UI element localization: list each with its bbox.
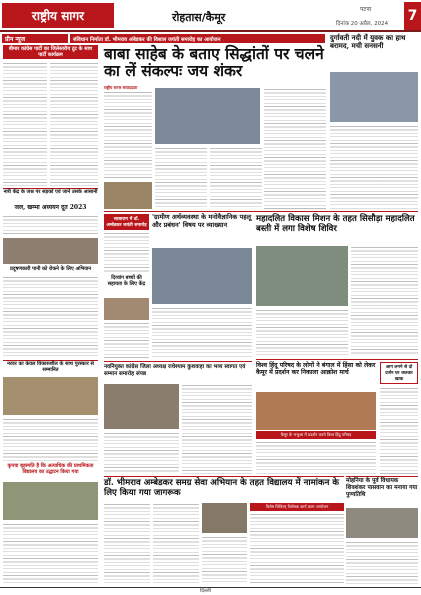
footer-text: दिल्ली bbox=[200, 588, 211, 594]
left-headline-4: प्रदूषणकारी पानी को रोकने के लिए अभियान bbox=[9, 266, 92, 272]
top-banner: संविधान निर्माता डॉ. भीमराव अंबेडकर की विशाल जयंती समारोह का आयोजन bbox=[70, 34, 325, 43]
bottom-box-head: विशेष शिविरम् विशेषक कार्य काम आयोजन bbox=[250, 503, 344, 511]
mini-headline: दिव्यांग बच्चों की सहायता के लिए केंद्र bbox=[107, 275, 146, 287]
left-text-1 bbox=[3, 62, 47, 186]
mahadalit-headline: महादलित विकास मिशन के तहत सिसौड़ा महादलित बस्ती में लगा विशेष शिविर bbox=[256, 214, 415, 235]
fire-box-head: आग लगने से दो दर्जन घर जलकर खाक bbox=[380, 362, 418, 384]
vhp-headline: विश्व हिंदू परिषद के लोगों ने बंगाल में हिंसा को लेकर कैमूर में प्रदर्शन कर निकाला आक्रोश मार्च bbox=[256, 362, 376, 377]
congress-headline: नवनियुक्त कांग्रेस जिला अध्यक्ष राधेश्याम कुशवाहा का भव्य स्वागत एवं सम्मान समारोह संपन्न bbox=[104, 364, 246, 377]
lead-photo-small bbox=[104, 182, 152, 209]
seminar-photo bbox=[152, 248, 252, 304]
left-headline-5: नरवर का केवल विकासशील के साथ पुरस्कार से सम्मानित bbox=[7, 361, 94, 373]
congress-text-2 bbox=[104, 432, 179, 474]
right-top-text bbox=[330, 125, 418, 209]
left-text-5 bbox=[3, 418, 98, 462]
side-bottom-text bbox=[346, 541, 418, 585]
bottom-text-1 bbox=[104, 503, 150, 585]
date-label: दिनांक 20 अप्रैल, 2024 bbox=[336, 21, 389, 27]
district-title: रोहतास/कैमूर bbox=[172, 11, 226, 24]
mini-photo bbox=[104, 298, 149, 320]
fire-text bbox=[380, 387, 418, 474]
side-bottom-photo bbox=[346, 508, 418, 538]
right-top-headline: दुर्गावती नदी में युवक का हाथ बरामद, मची सनसनी bbox=[330, 33, 406, 51]
left-text-6 bbox=[3, 523, 98, 585]
vhp-photo bbox=[256, 392, 376, 430]
bottom-text-2 bbox=[153, 503, 199, 585]
left-text-3 bbox=[3, 215, 98, 235]
vhp-caption: कैमूर के भभुआ में प्रदर्शन करते विश्व हिंदू परिषद bbox=[256, 431, 376, 439]
vhp-divider bbox=[256, 359, 418, 360]
left-headline-3: जल, खम्भा अध्ययन दूत 2023 bbox=[14, 204, 87, 211]
newspaper-brand: राष्ट्रीय सागर bbox=[2, 3, 114, 28]
lead-text-1 bbox=[104, 91, 152, 179]
lead-text-4 bbox=[264, 88, 326, 209]
left-photo-2 bbox=[3, 377, 98, 415]
lead-photo bbox=[155, 88, 260, 144]
left-text-2 bbox=[50, 62, 98, 186]
bottom-photo bbox=[202, 503, 247, 533]
page-number: 7 bbox=[404, 2, 421, 30]
seminar-text bbox=[152, 307, 252, 359]
mahadalit-text-2 bbox=[256, 309, 348, 356]
mid-divider bbox=[104, 211, 418, 212]
lead-headline: बाबा साहेब के बताए सिद्धांतों पर चलने का लें संकल्पः जय शंकर bbox=[104, 44, 324, 81]
lead-byline: राष्ट्रीय सागर संवाददाता bbox=[104, 85, 138, 90]
vhp-text bbox=[256, 441, 376, 474]
congress-text-1 bbox=[182, 384, 252, 474]
congress-photo bbox=[104, 384, 179, 429]
side-divider bbox=[346, 476, 418, 477]
mini-text bbox=[104, 322, 149, 359]
mahadalit-photo bbox=[256, 246, 348, 306]
bottom-headline: डॉ. भीमराव अम्बेडकर समग्र सेवा अभियान के तहत विद्यालय में नामांकन के लिए किया गया जागरूक bbox=[104, 478, 339, 499]
left-headline-1: बीमार कांग्रेस पार्टी का जिलेस्तरीय टूट के साथ पार्टी कार्यक्रम bbox=[3, 45, 98, 59]
bottom-text-3 bbox=[202, 536, 247, 585]
right-top-photo bbox=[330, 72, 418, 122]
left-headline-2: नारी केंद्र के जश्न पर सड़कों एवं जानें उसके आसानी bbox=[3, 189, 98, 195]
jayanti-box-text bbox=[104, 232, 149, 272]
lead-text-2 bbox=[155, 147, 207, 209]
jayanti-box-head: सासाराम में डॉ. अम्बेडकर जयंती समारोह bbox=[104, 214, 149, 230]
bottom-box-text bbox=[250, 513, 344, 585]
left-text-4 bbox=[3, 276, 98, 358]
left-photo-3 bbox=[3, 482, 98, 520]
mahadalit-text-1 bbox=[351, 246, 418, 356]
left-photo-1 bbox=[3, 238, 98, 264]
side-bottom-headline: मोहनिया के पूर्व विधायक शिवशंकर पासवान का मनाया गया पुण्यतिथि bbox=[346, 478, 418, 498]
left-headline-6: कृपया बृहस्पति है कि अत्याधिक की प्राथमिकता विद्यालय का उद्घाटन किया गया bbox=[7, 463, 94, 475]
section-tag: प्रीन न्यूज bbox=[2, 34, 68, 43]
seminar-headline: 'ग्रामीण अर्थव्यवस्था के मनोवैज्ञानिक पहलू और प्रबंधन' विषय पर व्याख्यान bbox=[152, 213, 252, 229]
mid-divider-2 bbox=[104, 361, 252, 362]
bottom-divider bbox=[104, 476, 344, 477]
edition-label: पटना bbox=[360, 6, 372, 13]
lead-text-3 bbox=[210, 147, 262, 209]
